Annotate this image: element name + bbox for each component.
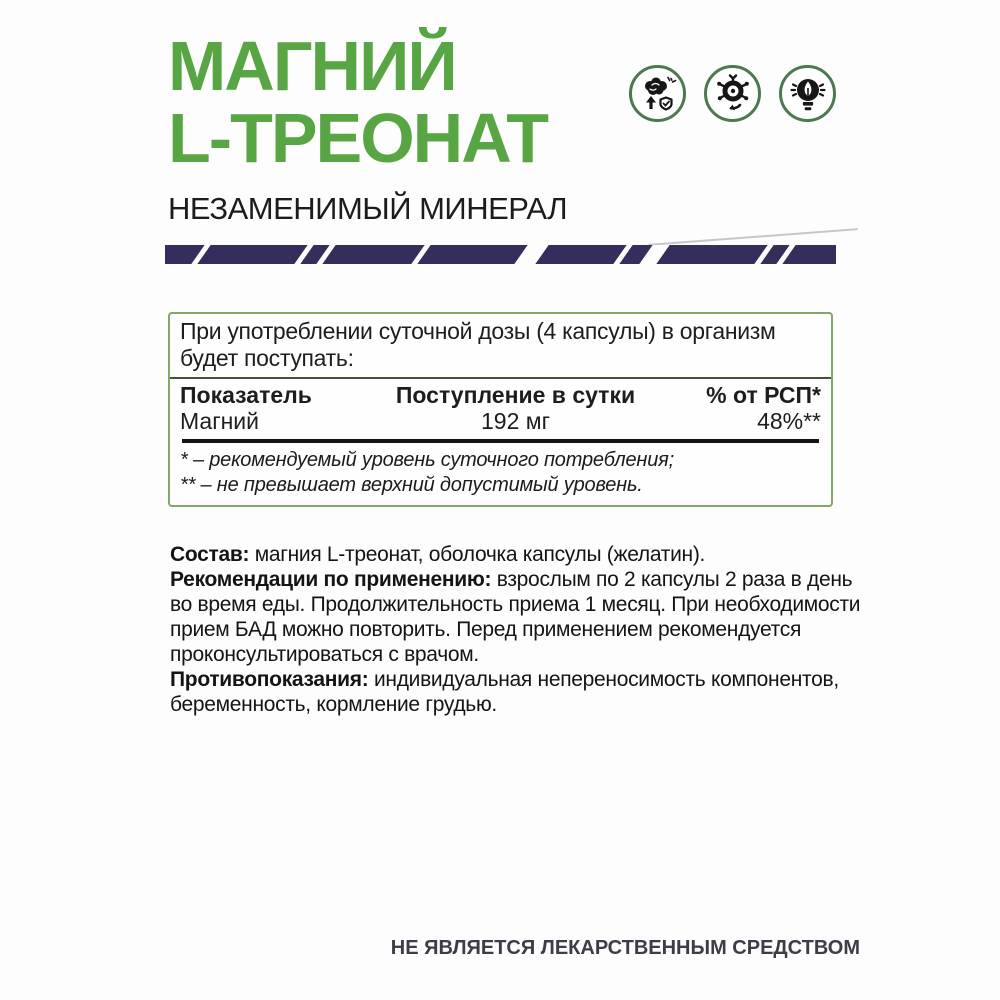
- neuron-badge: [704, 65, 761, 122]
- divider-cut: [190, 245, 212, 264]
- lightbulb-badge: [779, 65, 836, 122]
- paragraph-composition: [170, 542, 862, 567]
- footnote-upper-level: ** – не превышает верхний допустимый уровень.: [180, 474, 643, 496]
- divider-cut: [410, 245, 432, 264]
- product-subtitle: НЕЗАМЕНИМЫЙ МИНЕРАЛ: [168, 191, 568, 226]
- divider-cut: [293, 245, 315, 264]
- brain-shield-icon: [638, 74, 678, 114]
- divider-cut: [612, 245, 634, 264]
- dosage-intro: При употреблении суточной дозы (4 капсулы) в организм будет поступать:: [180, 318, 776, 371]
- product-title: [168, 27, 548, 177]
- details-text: [170, 542, 862, 717]
- product-title-line1: МАГНИЙ: [168, 27, 456, 105]
- product-title-line2: L-ТРЕОНАТ: [168, 99, 548, 177]
- cell-nutrient-amount: 192 мг: [481, 408, 550, 434]
- brush-divider: [165, 245, 836, 264]
- cell-nutrient-percent: 48%**: [757, 408, 821, 434]
- paragraph-recommendations: [170, 567, 862, 667]
- disclaimer-text: НЕ ЯВЛЯЕТСЯ ЛЕКАРСТВЕННЫМ СРЕДСТВОМ: [390, 937, 860, 959]
- dosage-table-box: [168, 312, 833, 507]
- divider-cut: [638, 245, 671, 264]
- divider-cut: [753, 245, 775, 264]
- column-header-daily-intake: Поступление в сутки: [395, 382, 636, 408]
- recommendations-text: взрослым по 2 капсулы 2 раза в день во время еды. Продолжительность приема 1 месяц. При необходимости прием БАД можно повторить. Перед применением рекомендуется проконсультироваться с врачом.: [170, 568, 861, 666]
- lightbulb-icon: [788, 74, 828, 114]
- column-header-indicator: Показатель: [180, 382, 312, 408]
- contraindications-text: индивидуальная непереносимость компонентов, беременность, кормление грудью.: [170, 668, 839, 716]
- column-header-rsp-percent: % от РСП*: [706, 382, 821, 408]
- divider-cut: [775, 245, 797, 264]
- divider-cut: [315, 245, 337, 264]
- cell-nutrient-name: Магний: [180, 408, 259, 434]
- separator-thick: [182, 439, 819, 443]
- paragraph-contraindications: [170, 667, 862, 717]
- composition-text: магния L-треонат, оболочка капсулы (желатин).: [254, 543, 706, 566]
- contraindications-label: Противопоказания:: [170, 668, 369, 691]
- scratch-line: [648, 228, 858, 245]
- table-header-row: [180, 382, 821, 408]
- divider-cut: [513, 245, 550, 264]
- footnote-rsp: * – рекомендуемый уровень суточного потребления;: [180, 449, 674, 471]
- composition-label: Состав:: [170, 543, 250, 566]
- neuron-icon: [713, 74, 753, 114]
- separator-thin: [170, 377, 831, 379]
- recommendations-label: Рекомендации по применению:: [170, 568, 492, 591]
- benefit-icons-row: [629, 65, 836, 122]
- table-row: [180, 408, 821, 434]
- brain-shield-badge: [629, 65, 686, 122]
